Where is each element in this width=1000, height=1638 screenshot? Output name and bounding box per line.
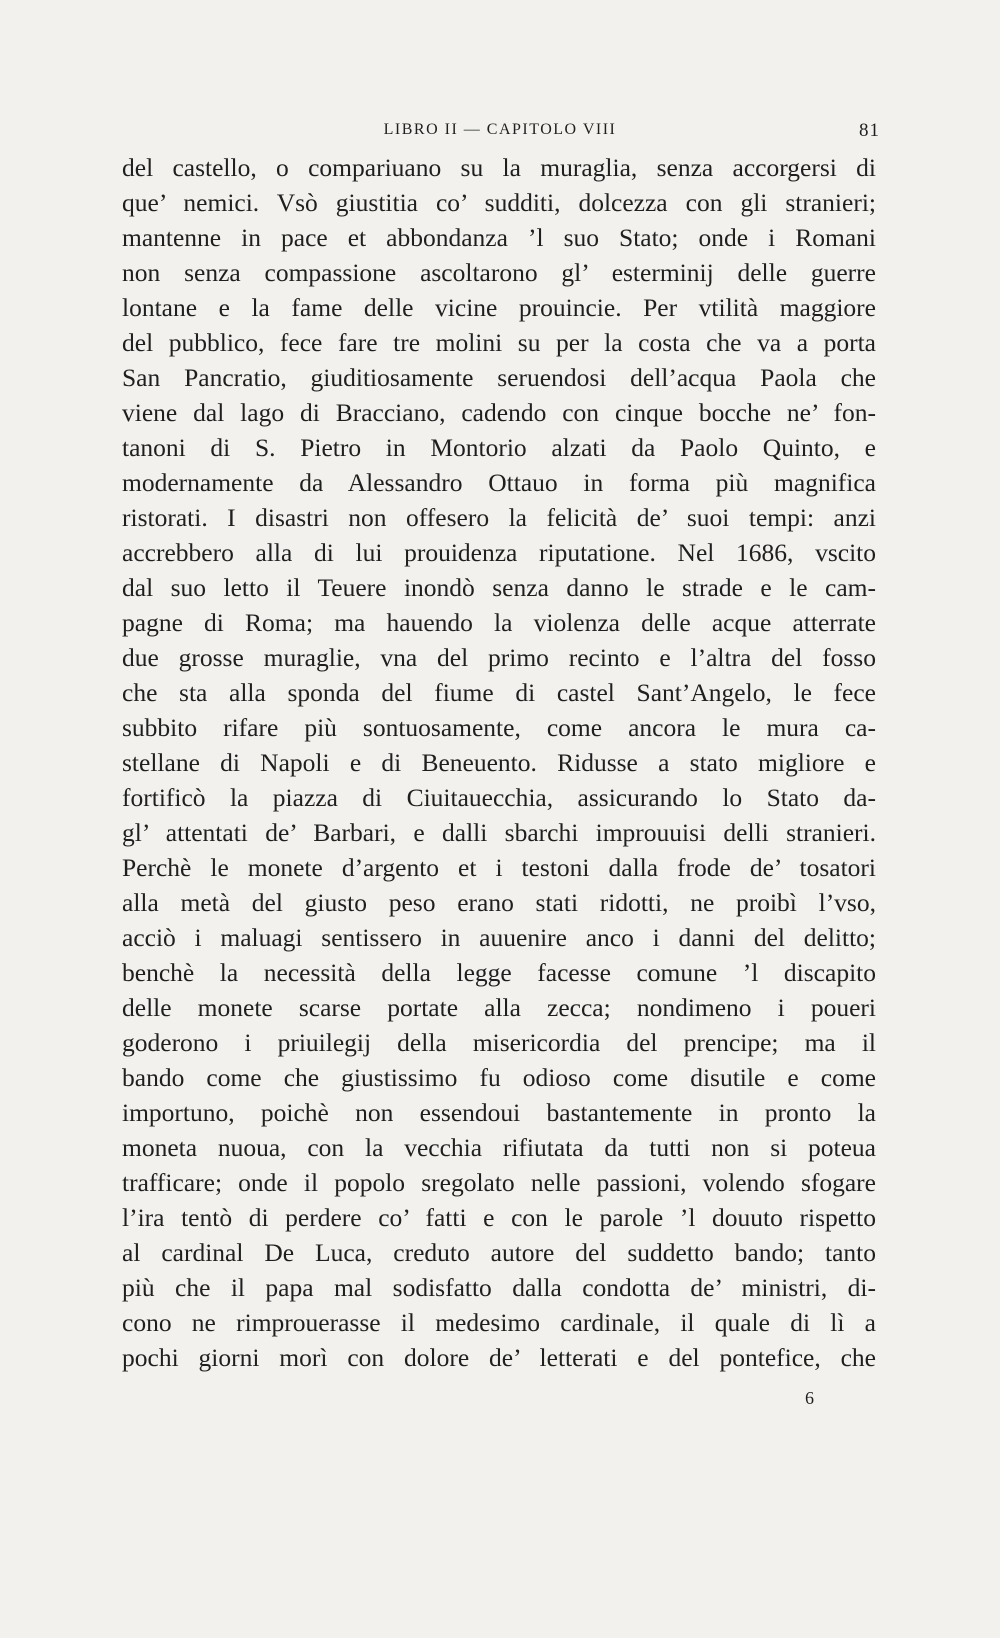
text-line: goderono i priuilegij della misericordia del prencipe; ma il [122, 1028, 876, 1057]
text-line: l’ira tentò di perdere co’ fatti e con le parole ’l douuto rispetto [122, 1203, 876, 1232]
page-number: 81 [859, 120, 880, 141]
text-line: delle monete scarse portate alla zecca; nondimeno i poueri [122, 993, 876, 1022]
text-line: ristorati. I disastri non offesero la felicità de’ suoi tempi: anzi [122, 503, 876, 532]
text-line: al cardinal De Luca, creduto autore del suddetto bando; tanto [122, 1238, 876, 1267]
text-line: stellane di Napoli e di Beneuento. Ridusse a stato migliore e [122, 748, 876, 777]
text-line: subbito rifare più sontuosamente, come ancora le mura ca- [122, 713, 876, 742]
running-head [120, 121, 880, 147]
text-line: pochi giorni morì con dolore de’ letterati e del pontefice, che [122, 1343, 876, 1372]
text-line: moneta nuoua, con la vecchia rifiutata da tutti non si poteua [122, 1133, 876, 1162]
text-line: modernamente da Alessandro Ottauo in forma più magnifica [122, 468, 876, 497]
text-line: fortificò la piazza di Ciuitauecchia, assicurando lo Stato da- [122, 783, 876, 812]
text-line: mantenne in pace et abbondanza ’l suo Stato; onde i Romani [122, 223, 876, 252]
text-line: cono ne rimprouerasse il medesimo cardinale, il quale di lì a [122, 1308, 876, 1337]
text-line: gl’ attentati de’ Barbari, e dalli sbarchi improuuisi delli stranieri. [122, 818, 876, 847]
text-line: del castello, o compariuano su la muraglia, senza accorgersi di [122, 153, 876, 182]
text-line: acciò i maluagi sentissero in auuenire anco i danni del delitto; [122, 923, 876, 952]
text-line: che sta alla sponda del fiume di castel Sant’Angelo, le fece [122, 678, 876, 707]
text-line: tanoni di S. Pietro in Montorio alzati da Paolo Quinto, e [122, 433, 876, 462]
text-line: alla metà del giusto peso erano stati ridotti, ne proibì l’vso, [122, 888, 876, 917]
text-line: importuno, poichè non essendoui bastantemente in pronto la [122, 1098, 876, 1127]
text-line: del pubblico, fece fare tre molini su per la costa che va a porta [122, 328, 876, 357]
signature-mark: 6 [805, 1388, 814, 1408]
text-line: non senza compassione ascoltarono gl’ esterminij delle guerre [122, 258, 876, 287]
text-line: viene dal lago di Bracciano, cadendo con cinque bocche ne’ fon- [122, 398, 876, 427]
body-text [122, 150, 876, 1375]
text-line: trafficare; onde il popolo sregolato nelle passioni, volendo sfogare [122, 1168, 876, 1197]
text-line: Perchè le monete d’argento et i testoni dalla frode de’ tosatori [122, 853, 876, 882]
text-line: San Pancratio, giuditiosamente seruendosi dell’acqua Paola che [122, 363, 876, 392]
text-line: pagne di Roma; ma hauendo la violenza delle acque atterrate [122, 608, 876, 637]
text-line: que’ nemici. Vsò giustitia co’ sudditi, dolcezza con gli stranieri; [122, 188, 876, 217]
text-line: dal suo letto il Teuere inondò senza danno le strade e le cam- [122, 573, 876, 602]
text-line: più che il papa mal sodisfatto dalla condotta de’ ministri, di- [122, 1273, 876, 1302]
text-line: accrebbero alla di lui prouidenza riputatione. Nel 1686, vscito [122, 538, 876, 567]
text-line: bando come che giustissimo fu odioso come disutile e come [122, 1063, 876, 1092]
running-title: LIBRO II — CAPITOLO VIII [383, 121, 617, 138]
text-line: lontane e la fame delle vicine prouincie. Per vtilità maggiore [122, 293, 876, 322]
text-line: due grosse muraglie, vna del primo recinto e l’altra del fosso [122, 643, 876, 672]
text-line: benchè la necessità della legge facesse comune ’l discapito [122, 958, 876, 987]
